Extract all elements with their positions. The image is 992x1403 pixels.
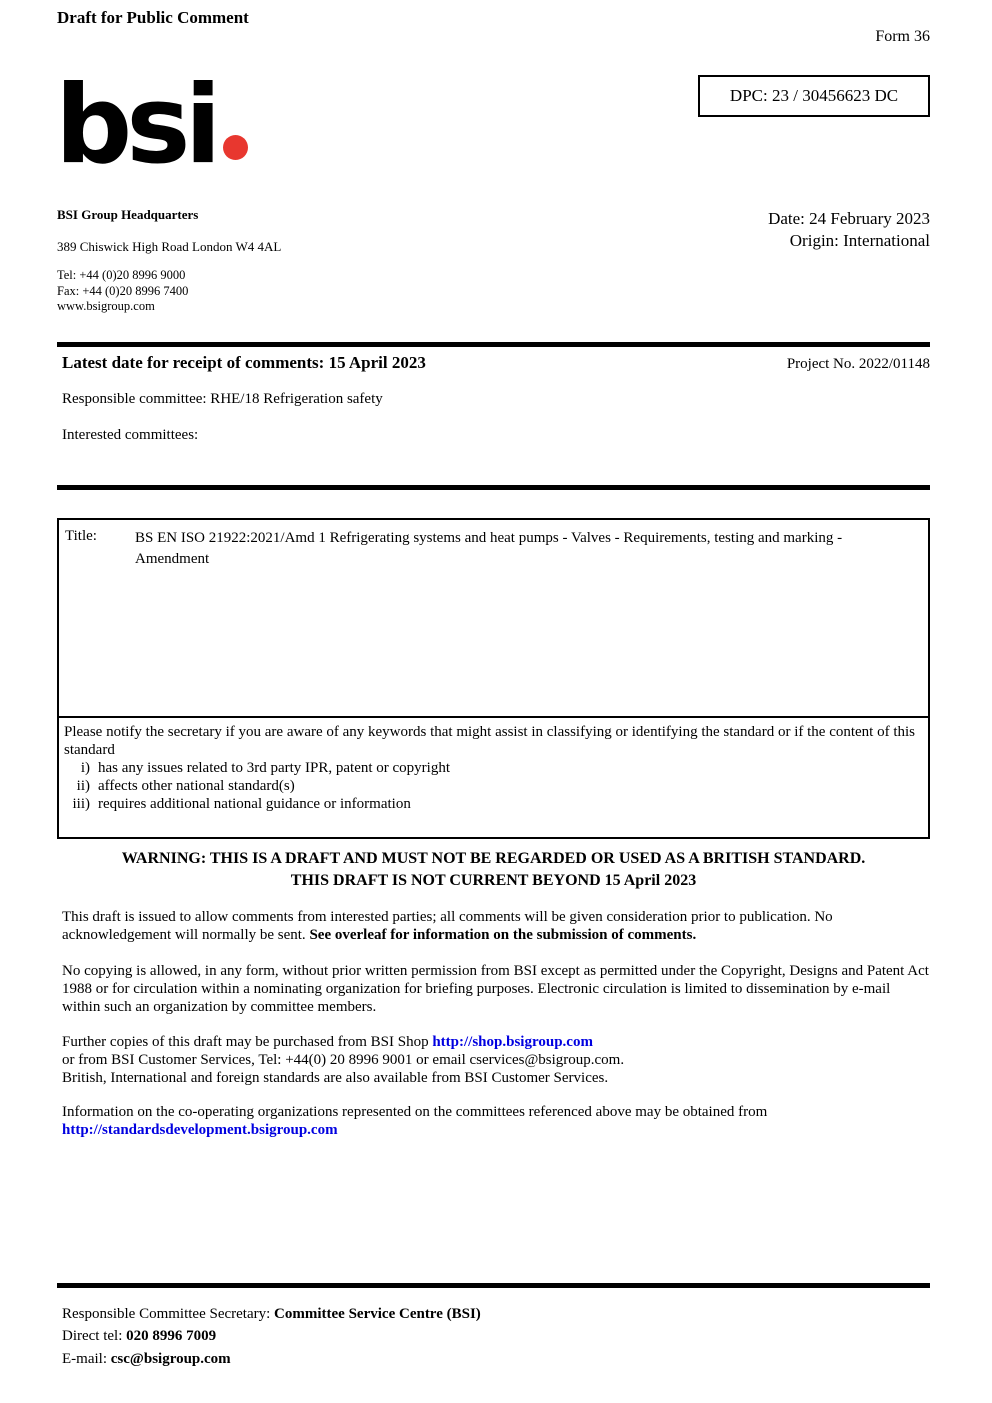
notify-intro-text: Please notify the secretary if you are aware of any keywords that might assist in classifying or identifying the standard or if the content of this standard — [64, 724, 916, 758]
footer-tel-line — [62, 1328, 216, 1345]
notify-item-i — [64, 759, 922, 777]
notify-item-i-text: has any issues related to 3rd party IPR, patent or copyright — [98, 760, 451, 776]
standard-title-text: BS EN ISO 21922:2021/Amd 1 Refrigerating systems and heat pumps - Valves - Requirements, testing and marking - Amendment — [135, 530, 843, 567]
bsi-shop-link[interactable]: http://shop.bsigroup.com — [432, 1034, 593, 1050]
horizontal-rule-top — [57, 342, 930, 347]
headquarters-tel: Tel: +44 (0)20 8996 9000 — [57, 268, 186, 282]
footer-email-line — [62, 1351, 231, 1368]
interested-committees: Interested committees: — [62, 427, 199, 443]
headquarters-address: 389 Chiswick High Road London W4 4AL — [57, 239, 282, 254]
bsi-logo-text: bsi — [55, 63, 216, 188]
customer-services-line: or from BSI Customer Services, Tel: +44(0) 20 8996 9001 or email cservices@bsigroup.com. — [62, 1052, 625, 1068]
notify-item-iii-number: iii) — [72, 796, 90, 812]
direct-tel-label: Direct tel: — [62, 1328, 127, 1344]
paragraph-cooperating-info — [62, 1103, 930, 1139]
notify-item-iii-text: requires additional national guidance or information — [98, 796, 411, 812]
draft-heading: Draft for Public Comment — [57, 8, 249, 27]
paragraph-draft-issued — [62, 908, 930, 944]
secretary-value: Committee Service Centre (BSI) — [274, 1306, 481, 1322]
document-date: Date: 24 February 2023 — [768, 209, 930, 228]
notify-item-ii — [64, 777, 922, 795]
email-value: csc@bsigroup.com — [110, 1351, 231, 1367]
further-copies-line — [62, 1033, 930, 1051]
project-number: Project No. 2022/01148 — [786, 356, 930, 372]
email-label: E-mail: — [62, 1351, 111, 1367]
paragraph-draft-issued-text: This draft is issued to allow comments from interested parties; all comments will be given consideration prior to publication. No acknowledgement will normally be sent. — [62, 909, 833, 943]
form-number-label: Form 36 — [875, 28, 930, 45]
bsi-logo-red-dot-icon — [223, 135, 248, 160]
notify-item-iii — [64, 795, 922, 813]
headquarters-name: BSI Group Headquarters — [57, 207, 199, 222]
headquarters-website: www.bsigroup.com — [57, 299, 155, 313]
notify-item-i-number: i) — [80, 760, 90, 776]
horizontal-rule-middle — [57, 485, 930, 490]
warning-line-1: WARNING: THIS IS A DRAFT AND MUST NOT BE REGARDED OR USED AS A BRITISH STANDARD. — [121, 850, 866, 867]
direct-tel-value: 020 8996 7009 — [126, 1328, 217, 1344]
responsible-committee: Responsible committee: RHE/18 Refrigeration safety — [62, 391, 383, 407]
keywords-notify-box — [57, 716, 930, 839]
dpc-number-box — [698, 75, 930, 117]
secretary-label: Responsible Committee Secretary: — [62, 1306, 275, 1322]
headquarters-fax: Fax: +44 (0)20 8996 7400 — [57, 284, 189, 298]
british-international-line: British, International and foreign standards are also available from BSI Customer Services. — [62, 1070, 609, 1086]
bsi-logo — [55, 63, 248, 188]
dpc-number-text: DPC: 23 / 30456623 DC — [729, 86, 899, 105]
warning-line-2: THIS DRAFT IS NOT CURRENT BEYOND 15 April 2023 — [290, 872, 697, 889]
further-copies-text: Further copies of this draft may be purchased from BSI Shop — [62, 1034, 433, 1050]
title-box — [57, 518, 930, 718]
footer-secretary-line — [62, 1306, 481, 1323]
standards-development-link[interactable]: http://standardsdevelopment.bsigroup.com — [62, 1122, 338, 1138]
see-overleaf-bold-text: See overleaf for information on the submission of comments. — [309, 927, 697, 943]
title-label: Title: — [65, 528, 97, 544]
paragraph-further-copies — [62, 1033, 930, 1087]
notify-item-ii-number: ii) — [76, 778, 90, 794]
paragraph-no-copying: No copying is allowed, in any form, without prior written permission from BSI except as permitted under the Copyright, Designs and Patent Act 1988 or for circulation within a nominating organization for briefing purposes. Electronic circulation is limited to dissemination by e-mail within such an organization by committee members. — [62, 963, 929, 1015]
horizontal-rule-bottom — [57, 1283, 930, 1288]
notify-item-ii-text: affects other national standard(s) — [98, 778, 295, 794]
latest-date-heading: Latest date for receipt of comments: 15 April 2023 — [62, 353, 426, 372]
cooperating-info-text: Information on the co-operating organizations represented on the committees referenced above may be obtained from — [62, 1104, 768, 1120]
document-origin: Origin: International — [789, 231, 930, 250]
